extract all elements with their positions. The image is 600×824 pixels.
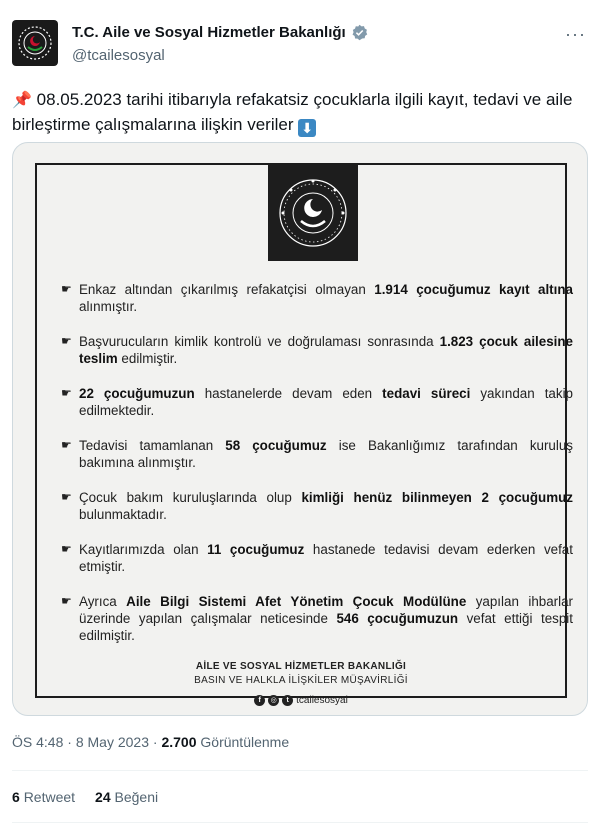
- info-item: [61, 333, 573, 367]
- pointing-hand-icon: ☛: [61, 542, 72, 556]
- info-item: [61, 593, 573, 644]
- pointing-hand-icon: ☛: [61, 490, 72, 504]
- retweets-stat[interactable]: [12, 789, 75, 805]
- info-item: [61, 541, 573, 575]
- twitter-icon: t: [282, 695, 293, 706]
- info-item-text: Ayrıca: [79, 594, 127, 609]
- pin-icon: 📌: [12, 92, 32, 109]
- views-label: Görüntülenme: [200, 734, 290, 750]
- display-name[interactable]: T.C. Aile ve Sosyal Hizmetler Bakanlığı: [72, 24, 346, 41]
- social-handle: tcailesosyal: [296, 695, 348, 706]
- info-item-emphasis: kimliği henüz bilinmeyen 2 çocuğumuz: [301, 490, 573, 505]
- tweet-stats: [12, 789, 158, 805]
- info-item: [61, 281, 573, 315]
- tweet-body: 08.05.2023 tarihi itibarıyla refakatsiz çocuklarla ilgili kayıt, tedavi ve aile birleştirme çalışmalarına ilişkin veriler: [12, 90, 573, 134]
- info-item: [61, 385, 573, 419]
- down-arrow-icon: ⬇: [298, 119, 316, 137]
- instagram-icon: ◎: [268, 695, 279, 706]
- info-item-text: alınmıştır.: [79, 299, 138, 314]
- info-item-text: Başvurucuların kimlik kontrolü ve doğrulaması sonrasında: [79, 334, 440, 349]
- info-item-text: yakından takip edilmektedir.: [79, 386, 573, 418]
- info-item-emphasis: 22 çocuğumuzun: [79, 386, 195, 401]
- like-label: Beğeni: [114, 789, 159, 805]
- avatar[interactable]: [12, 20, 58, 66]
- facebook-icon: f: [254, 695, 265, 706]
- info-item-emphasis: 1.823 çocuk ailesine teslim: [79, 334, 573, 366]
- social-row: [37, 695, 565, 706]
- account-handle[interactable]: @tcailesosyal: [72, 47, 165, 64]
- tweet-image[interactable]: [12, 142, 588, 716]
- info-item-text: bulunmaktadır.: [79, 507, 167, 522]
- info-item-text: ise Bakanlığımız tarafından kuruluş bakımına alınmıştır.: [79, 438, 573, 470]
- divider-bottom: [12, 822, 588, 823]
- info-item-text: edilmiştir.: [117, 351, 178, 366]
- tweet-header: [12, 20, 588, 76]
- info-item: [61, 489, 573, 523]
- tweet-time[interactable]: ÖS 4:48: [12, 734, 64, 750]
- info-item-text: Kayıtlarımızda olan: [79, 542, 208, 557]
- info-item-emphasis: Aile Bilgi Sistemi Afet Yönetim Çocuk Modülüne: [126, 594, 467, 609]
- tweet-meta: [12, 734, 289, 750]
- ministry-emblem: [268, 165, 358, 261]
- ministry-logo-icon: [15, 23, 55, 63]
- info-item-emphasis: tedavi süreci: [382, 386, 471, 401]
- divider: [12, 770, 588, 771]
- views-count: 2.700: [161, 734, 197, 750]
- info-item-text: Tedavisi tamamlanan: [79, 438, 226, 453]
- info-item-emphasis: 1.914 çocuğumuz kayıt altına: [374, 282, 573, 297]
- info-item-text: hastanede tedavisi devam ederken vefat etmiştir.: [79, 542, 573, 574]
- info-list: [61, 281, 573, 662]
- likes-stat[interactable]: [95, 789, 158, 805]
- info-item-text: Enkaz altından çıkarılmış refakatçisi olmayan: [79, 282, 375, 297]
- retweet-count: 6: [12, 789, 20, 805]
- tweet-text: [12, 88, 588, 137]
- ministry-emblem-icon: [275, 175, 351, 251]
- retweet-label: Retweet: [23, 789, 76, 805]
- image-frame: [35, 163, 573, 706]
- pointing-hand-icon: ☛: [61, 594, 72, 608]
- more-options-icon[interactable]: ···: [565, 24, 586, 44]
- pointing-hand-icon: ☛: [61, 282, 72, 296]
- verified-badge-icon: [351, 24, 368, 41]
- like-count: 24: [95, 789, 111, 805]
- tweet-date[interactable]: 8 May 2023: [75, 734, 149, 750]
- footer-department: BASIN VE HALKLA İLİŞKİLER MÜŞAVİRLİĞİ: [194, 675, 408, 686]
- pointing-hand-icon: ☛: [61, 334, 72, 348]
- info-item: [61, 437, 573, 471]
- footer-organization: AİLE VE SOSYAL HİZMETLER BAKANLIĞI: [195, 661, 407, 672]
- info-item-text: vefat ettiği tespit edilmiştir.: [79, 611, 573, 643]
- meta-separator: ·: [67, 734, 72, 750]
- info-item-text: Çocuk bakım kuruluşlarında olup: [79, 490, 302, 505]
- pointing-hand-icon: ☛: [61, 386, 72, 400]
- info-item-text: hastanelerde devam eden: [194, 386, 383, 401]
- info-item-emphasis: 58 çocuğumuz: [225, 438, 327, 453]
- info-item-text: yapılan ihbarlar üzerinde yapılan çalışmalar neticesinde: [79, 594, 573, 626]
- pointing-hand-icon: ☛: [61, 438, 72, 452]
- meta-separator-2: ·: [152, 734, 158, 750]
- info-item-emphasis: 11 çocuğumuz: [207, 542, 305, 557]
- info-item-emphasis: 546 çocuğumuzun: [336, 611, 459, 626]
